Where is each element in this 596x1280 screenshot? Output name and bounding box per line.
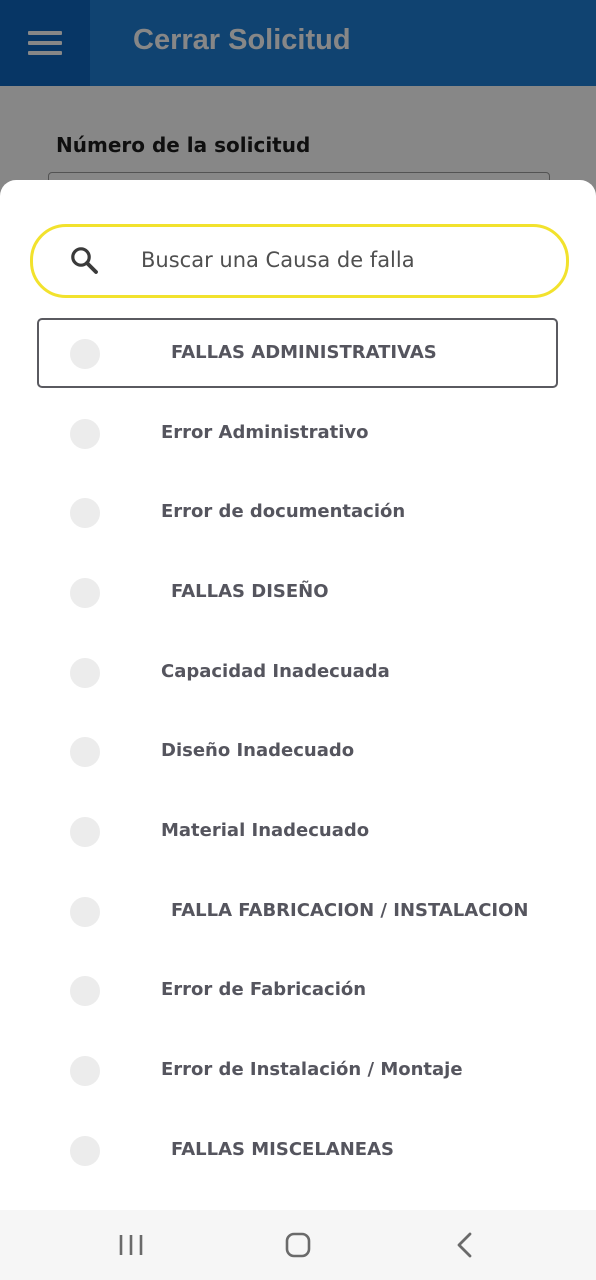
cause-picker-sheet [0,180,596,1210]
option-item[interactable] [37,716,558,786]
option-item[interactable] [37,955,558,1025]
option-label: Diseño Inadecuado [161,740,355,761]
radio-button[interactable] [70,817,100,847]
recent-apps-icon[interactable] [111,1227,151,1263]
option-label: Material Inadecuado [161,820,370,841]
option-item[interactable] [37,637,558,707]
radio-button[interactable] [70,1136,100,1166]
radio-button[interactable] [70,897,100,927]
option-item[interactable] [37,477,558,547]
option-label: FALLA FABRICACION / INSTALACION [171,900,529,921]
radio-button[interactable] [70,339,100,369]
radio-button[interactable] [70,658,100,688]
option-label: FALLAS MISCELANEAS [171,1139,394,1160]
option-label: Error de documentación [161,501,406,522]
back-icon[interactable] [445,1227,485,1263]
option-label: Error de Fabricación [161,979,367,1000]
page-title: Cerrar Solicitud [133,24,351,56]
radio-button[interactable] [70,1056,100,1086]
option-item[interactable] [37,796,558,866]
option-group-header[interactable] [37,557,558,627]
home-icon[interactable] [278,1227,318,1263]
radio-button[interactable] [70,737,100,767]
request-number-label: Número de la solicitud [56,133,311,157]
option-item[interactable] [37,398,558,468]
option-label: Capacidad Inadecuada [161,661,390,682]
option-label: Error Administrativo [161,422,369,443]
system-nav-bar [0,1210,596,1280]
option-group-header[interactable] [37,876,558,946]
option-item[interactable] [37,1035,558,1105]
radio-button[interactable] [70,578,100,608]
radio-button[interactable] [70,498,100,528]
radio-button[interactable] [70,976,100,1006]
option-label: FALLAS ADMINISTRATIVAS [171,342,437,363]
search-input[interactable] [141,239,541,281]
search-icon [69,245,99,275]
option-group-header[interactable] [37,1115,558,1185]
option-label: Error de Instalación / Montaje [161,1059,463,1080]
option-group-header[interactable] [37,318,558,388]
search-box[interactable] [30,224,569,298]
radio-button[interactable] [70,419,100,449]
option-label: FALLAS DISEÑO [171,581,329,602]
